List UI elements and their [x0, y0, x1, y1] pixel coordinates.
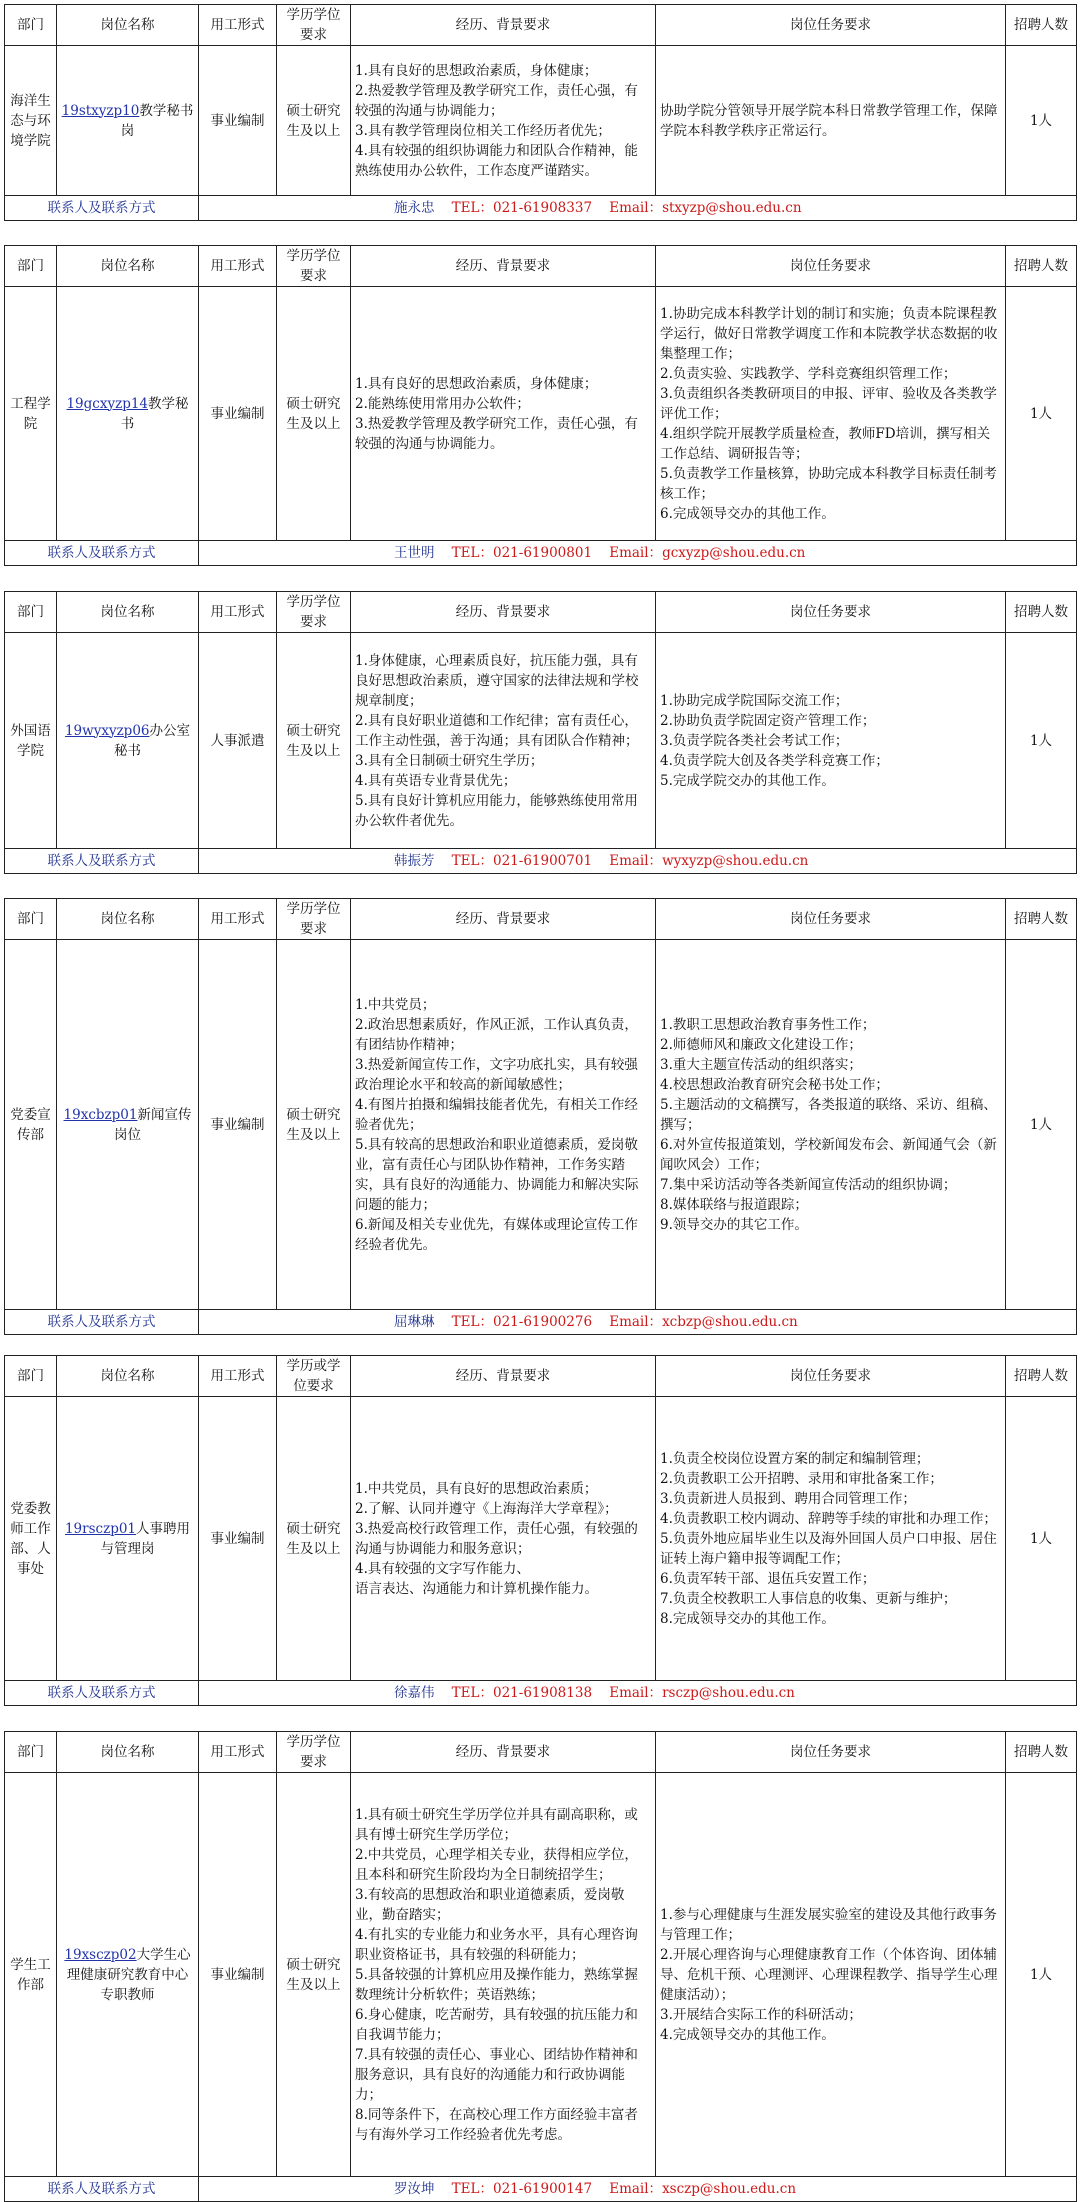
header-position: 岗位名称: [57, 246, 199, 287]
education-cell: 硕士研究生及以上: [277, 633, 351, 849]
header-employment: 用工形式: [199, 1732, 277, 1773]
header-requirements: 经历、背景要求: [351, 1732, 656, 1773]
table-header-row: [5, 1732, 1077, 1773]
email-label: Email：: [609, 1314, 663, 1330]
email-label: Email：: [609, 853, 663, 869]
header-education: 学历学位要求: [277, 899, 351, 940]
dept-cell: 工程学院: [5, 287, 57, 541]
header-tasks: 岗位任务要求: [656, 1732, 1006, 1773]
job-block: [4, 1355, 1076, 1706]
contact-info: [199, 541, 1077, 566]
contact-row: [5, 2177, 1077, 2202]
header-count: 招聘人数: [1006, 5, 1077, 46]
tasks-cell: 1.负责全校岗位设置方案的制定和编制管理； 2.负责教职工公开招聘、录用和审批备案工作； 3.负责新进人员报到、聘用合同管理工作； 4.负责教职工校内调动、辞聘等手续的审批和办理工作； 5.负责外地应届毕业生以及海外回国人员户口申报、居住证转上海户籍申报等调配工作； 6.负责军转干部、退伍兵安置工作； 7.负责全校教职工人事信息的收集、更新与维护； 8.完成领导交办的其他工作。: [656, 1397, 1006, 1681]
employment-cell: 人事派遣: [199, 633, 277, 849]
contact-info: [199, 2177, 1077, 2202]
contact-row: [5, 196, 1077, 221]
header-position: 岗位名称: [57, 5, 199, 46]
header-count: 招聘人数: [1006, 1732, 1077, 1773]
header-requirements: 经历、背景要求: [351, 592, 656, 633]
job-table: [4, 591, 1077, 874]
contact-tel[interactable]: 021-61900147: [493, 2181, 593, 2197]
job-block: [4, 4, 1076, 221]
table-header-row: [5, 5, 1077, 46]
header-dept: 部门: [5, 1356, 57, 1397]
contact-row: [5, 541, 1077, 566]
count-cell: 1人: [1006, 633, 1077, 849]
education-cell: 硕士研究生及以上: [277, 1397, 351, 1681]
contact-name: 罗汝坤: [394, 2181, 435, 2197]
dept-cell: 外国语学院: [5, 633, 57, 849]
employment-cell: 事业编制: [199, 46, 277, 196]
header-employment: 用工形式: [199, 1356, 277, 1397]
contact-tel[interactable]: 021-61908337: [493, 200, 593, 216]
dept-cell: 海洋生态与环境学院: [5, 46, 57, 196]
contact-label: 联系人及联系方式: [5, 196, 199, 221]
position-cell: [57, 1773, 199, 2177]
contact-info: [199, 1310, 1077, 1335]
dept-cell: 党委教师工作部、人事处: [5, 1397, 57, 1681]
contact-tel[interactable]: 021-61900801: [493, 545, 593, 561]
header-employment: 用工形式: [199, 5, 277, 46]
count-cell: 1人: [1006, 940, 1077, 1310]
job-row: [5, 46, 1077, 196]
job-row: [5, 1397, 1077, 1681]
header-employment: 用工形式: [199, 246, 277, 287]
contact-row: [5, 849, 1077, 874]
contact-name: 屈琳琳: [394, 1314, 435, 1330]
contact-label: 联系人及联系方式: [5, 541, 199, 566]
header-requirements: 经历、背景要求: [351, 246, 656, 287]
education-cell: 硕士研究生及以上: [277, 940, 351, 1310]
dept-cell: 学生工作部: [5, 1773, 57, 2177]
tasks-cell: 1.协助完成本科教学计划的制订和实施；负责本院课程教学运行，做好日常教学调度工作和本院教学状态数据的收集整理工作； 2.负责实验、实践教学、学科竞赛组织管理工作； 3.负责组织各类教研项目的申报、评审、验收及各类教学评优工作； 4.组织学院开展教学质量检查，教师FD培训，撰写相关工作总结、调研报告等； 5.负责教学工作量核算，协助完成本科教学目标责任制考核工作； 6.完成领导交办的其他工作。: [656, 287, 1006, 541]
requirements-cell: 1.具有硕士研究生学历学位并具有副高职称，或具有博士研究生学历学位； 2.中共党员，心理学相关专业，获得相应学位，且本科和研究生阶段均为全日制统招学生； 3.有较高的思想政治和职业道德素质，爱岗敬业，勤奋踏实； 4.有扎实的专业能力和业务水平，具有心理咨询职业资格证书，具有较强的科研能力； 5.具备较强的计算机应用及操作能力，熟练掌握数理统计分析软件；英语熟练； 6.身心健康，吃苦耐劳，具有较强的抗压能力和自我调节能力； 7.具有较强的责任心、事业心、团结协作精神和服务意识，具有良好的沟通能力和行政协调能力； 8.同等条件下，在高校心理工作方面经验丰富者与有海外学习工作经验者优先考虑。: [351, 1773, 656, 2177]
position-code-link[interactable]: 19stxyzp10: [61, 102, 140, 119]
position-title: 大学生心理健康研究教育中心专职教师: [66, 1946, 191, 2003]
header-tasks: 岗位任务要求: [656, 246, 1006, 287]
tel-label: TEL：: [451, 1685, 493, 1701]
position-title: 人事聘用与管理岗: [100, 1520, 191, 1557]
header-dept: 部门: [5, 5, 57, 46]
tasks-cell: 1.协助完成学院国际交流工作； 2.协助负责学院固定资产管理工作； 3.负责学院各类社会考试工作； 4.负责学院大创及各类学科竞赛工作； 5.完成学院交办的其他工作。: [656, 633, 1006, 849]
email-label: Email：: [609, 2181, 663, 2197]
position-code-link[interactable]: 19rsczp01: [64, 1520, 137, 1537]
education-cell: 硕士研究生及以上: [277, 46, 351, 196]
header-requirements: 经历、背景要求: [351, 899, 656, 940]
requirements-cell: 1.中共党员； 2.政治思想素质好，作风正派，工作认真负责，有团结协作精神； 3.热爱新闻宣传工作，文字功底扎实，具有较强政治理论水平和较高的新闻敏感性； 4.有图片拍摄和编辑技能者优先，有相关工作经验者优先； 5.具有较高的思想政治和职业道德素质，爱岗敬业，富有责任心与团队协作精神，工作务实踏实，具有良好的沟通能力、协调能力和解决实际问题的能力； 6.新闻及相关专业优先，有媒体或理论宣传工作经验者优先。: [351, 940, 656, 1310]
tel-label: TEL：: [451, 545, 493, 561]
contact-email[interactable]: wyxyzp@shou.edu.cn: [662, 853, 809, 869]
requirements-cell: 1.中共党员，具有良好的思想政治素质； 2.了解、认同并遵守《上海海洋大学章程》； 3.热爱高校行政管理工作，责任心强，有较强的沟通与协调能力和服务意识； 4.具有较强的文字写作能力、 语言表达、沟通能力和计算机操作能力。: [351, 1397, 656, 1681]
job-block: [4, 1731, 1076, 2202]
header-position: 岗位名称: [57, 1732, 199, 1773]
contact-info: [199, 196, 1077, 221]
requirements-cell: 1.身体健康，心理素质良好，抗压能力强，具有良好思想政治素质，遵守国家的法律法规和学校规章制度； 2.具有良好职业道德和工作纪律；富有责任心，工作主动性强，善于沟通；具有团队合作精神； 3.具有全日制硕士研究生学历； 4.具有英语专业背景优先； 5.具有良好计算机应用能力，能够熟练使用常用办公软件者优先。: [351, 633, 656, 849]
employment-cell: 事业编制: [199, 287, 277, 541]
header-position: 岗位名称: [57, 592, 199, 633]
count-cell: 1人: [1006, 287, 1077, 541]
contact-name: 徐嘉伟: [394, 1685, 435, 1701]
tel-label: TEL：: [451, 1314, 493, 1330]
header-requirements: 经历、背景要求: [351, 1356, 656, 1397]
tel-label: TEL：: [451, 200, 493, 216]
contact-label: 联系人及联系方式: [5, 1310, 199, 1335]
job-table: [4, 898, 1077, 1335]
contact-label: 联系人及联系方式: [5, 2177, 199, 2202]
tasks-cell: 1.参与心理健康与生涯发展实验室的建设及其他行政事务与管理工作； 2.开展心理咨询与心理健康教育工作（个体咨询、团体辅导、危机干预、心理测评、心理课程教学、指导学生心理健康活动）； 3.开展结合实际工作的科研活动； 4.完成领导交办的其他工作。: [656, 1773, 1006, 2177]
email-label: Email：: [609, 1685, 663, 1701]
header-education: 学历或学位要求: [277, 1356, 351, 1397]
job-block: [4, 591, 1076, 874]
position-title: 办公室秘书: [114, 722, 191, 759]
education-cell: 硕士研究生及以上: [277, 287, 351, 541]
header-tasks: 岗位任务要求: [656, 592, 1006, 633]
job-table: [4, 4, 1077, 221]
employment-cell: 事业编制: [199, 1397, 277, 1681]
contact-info: [199, 849, 1077, 874]
position-code-link[interactable]: 19xsczp02: [64, 1946, 137, 1963]
position-title: 教学秘书岗: [120, 102, 194, 139]
contact-tel[interactable]: 021-61908138: [493, 1685, 593, 1701]
header-employment: 用工形式: [199, 592, 277, 633]
contact-label: 联系人及联系方式: [5, 849, 199, 874]
tel-label: TEL：: [451, 2181, 493, 2197]
job-row: [5, 940, 1077, 1310]
position-code-link[interactable]: 19gcxyzp14: [66, 395, 149, 412]
position-cell: [57, 1397, 199, 1681]
header-education: 学历学位要求: [277, 246, 351, 287]
table-header-row: [5, 1356, 1077, 1397]
job-table: [4, 1355, 1077, 1706]
position-cell: [57, 633, 199, 849]
email-label: Email：: [609, 545, 663, 561]
education-cell: 硕士研究生及以上: [277, 1773, 351, 2177]
job-row: [5, 633, 1077, 849]
count-cell: 1人: [1006, 1397, 1077, 1681]
contact-label: 联系人及联系方式: [5, 1681, 199, 1706]
header-tasks: 岗位任务要求: [656, 5, 1006, 46]
position-code-link[interactable]: 19wyxyzp06: [64, 722, 150, 739]
requirements-cell: 1.具有良好的思想政治素质，身体健康； 2.热爱教学管理及教学研究工作，责任心强，有较强的沟通与协调能力； 3.具有教学管理岗位相关工作经历者优先； 4.具有较强的组织协调能力和团队合作精神，能熟练使用办公软件，工作态度严谨踏实。: [351, 46, 656, 196]
table-header-row: [5, 592, 1077, 633]
header-employment: 用工形式: [199, 899, 277, 940]
position-code-link[interactable]: 19xcbzp01: [63, 1106, 138, 1123]
tasks-cell: 协助学院分管领导开展学院本科日常教学管理工作，保障学院本科教学秩序正常运行。: [656, 46, 1006, 196]
employment-cell: 事业编制: [199, 1773, 277, 2177]
contact-email[interactable]: xcbzp@shou.edu.cn: [662, 1314, 798, 1330]
contact-name: 韩振芳: [394, 853, 435, 869]
employment-cell: 事业编制: [199, 940, 277, 1310]
position-title: 教学秘书: [120, 395, 189, 432]
header-count: 招聘人数: [1006, 246, 1077, 287]
count-cell: 1人: [1006, 1773, 1077, 2177]
position-title: 新闻宣传岗位: [114, 1106, 192, 1143]
contact-tel[interactable]: 021-61900701: [493, 853, 593, 869]
tel-label: TEL：: [451, 853, 493, 869]
position-cell: [57, 287, 199, 541]
contact-tel[interactable]: 021-61900276: [493, 1314, 593, 1330]
email-label: Email：: [609, 200, 663, 216]
header-education: 学历学位要求: [277, 1732, 351, 1773]
header-tasks: 岗位任务要求: [656, 1356, 1006, 1397]
contact-name: 王世明: [394, 545, 435, 561]
header-count: 招聘人数: [1006, 899, 1077, 940]
header-count: 招聘人数: [1006, 592, 1077, 633]
tasks-cell: 1.教职工思想政治教育事务性工作； 2.师德师风和廉政文化建设工作； 3.重大主题宣传活动的组织落实； 4.校思想政治教育研究会秘书处工作； 5.主题活动的文稿撰写，各类报道的联络、采访、组稿、撰写； 6.对外宣传报道策划，学校新闻发布会、新闻通气会（新闻吹风会）工作； 7.集中采访活动等各类新闻宣传活动的组织协调； 8.媒体联络与报道跟踪； 9.领导交办的其它工作。: [656, 940, 1006, 1310]
header-tasks: 岗位任务要求: [656, 899, 1006, 940]
header-education: 学历学位要求: [277, 5, 351, 46]
header-dept: 部门: [5, 592, 57, 633]
job-table: [4, 1731, 1077, 2202]
dept-cell: 党委宣传部: [5, 940, 57, 1310]
requirements-cell: 1.具有良好的思想政治素质，身体健康； 2.能熟练使用常用办公软件； 3.热爱教学管理及教学研究工作，责任心强，有较强的沟通与协调能力。: [351, 287, 656, 541]
header-dept: 部门: [5, 1732, 57, 1773]
header-dept: 部门: [5, 899, 57, 940]
contact-row: [5, 1310, 1077, 1335]
table-header-row: [5, 899, 1077, 940]
header-requirements: 经历、背景要求: [351, 5, 656, 46]
header-count: 招聘人数: [1006, 1356, 1077, 1397]
header-dept: 部门: [5, 246, 57, 287]
contact-email[interactable]: gcxyzp@shou.edu.cn: [662, 545, 806, 561]
job-block: [4, 245, 1076, 566]
contact-row: [5, 1681, 1077, 1706]
position-cell: [57, 46, 199, 196]
job-row: [5, 287, 1077, 541]
contact-email[interactable]: xsczp@shou.edu.cn: [662, 2181, 797, 2197]
job-row: [5, 1773, 1077, 2177]
position-cell: [57, 940, 199, 1310]
header-position: 岗位名称: [57, 1356, 199, 1397]
header-education: 学历学位要求: [277, 592, 351, 633]
contact-email[interactable]: rsczp@shou.edu.cn: [662, 1685, 795, 1701]
count-cell: 1人: [1006, 46, 1077, 196]
contact-email[interactable]: stxyzp@shou.edu.cn: [662, 200, 802, 216]
header-position: 岗位名称: [57, 899, 199, 940]
contact-name: 施永忠: [394, 200, 435, 216]
table-header-row: [5, 246, 1077, 287]
contact-info: [199, 1681, 1077, 1706]
job-table: [4, 245, 1077, 566]
job-block: [4, 898, 1076, 1335]
